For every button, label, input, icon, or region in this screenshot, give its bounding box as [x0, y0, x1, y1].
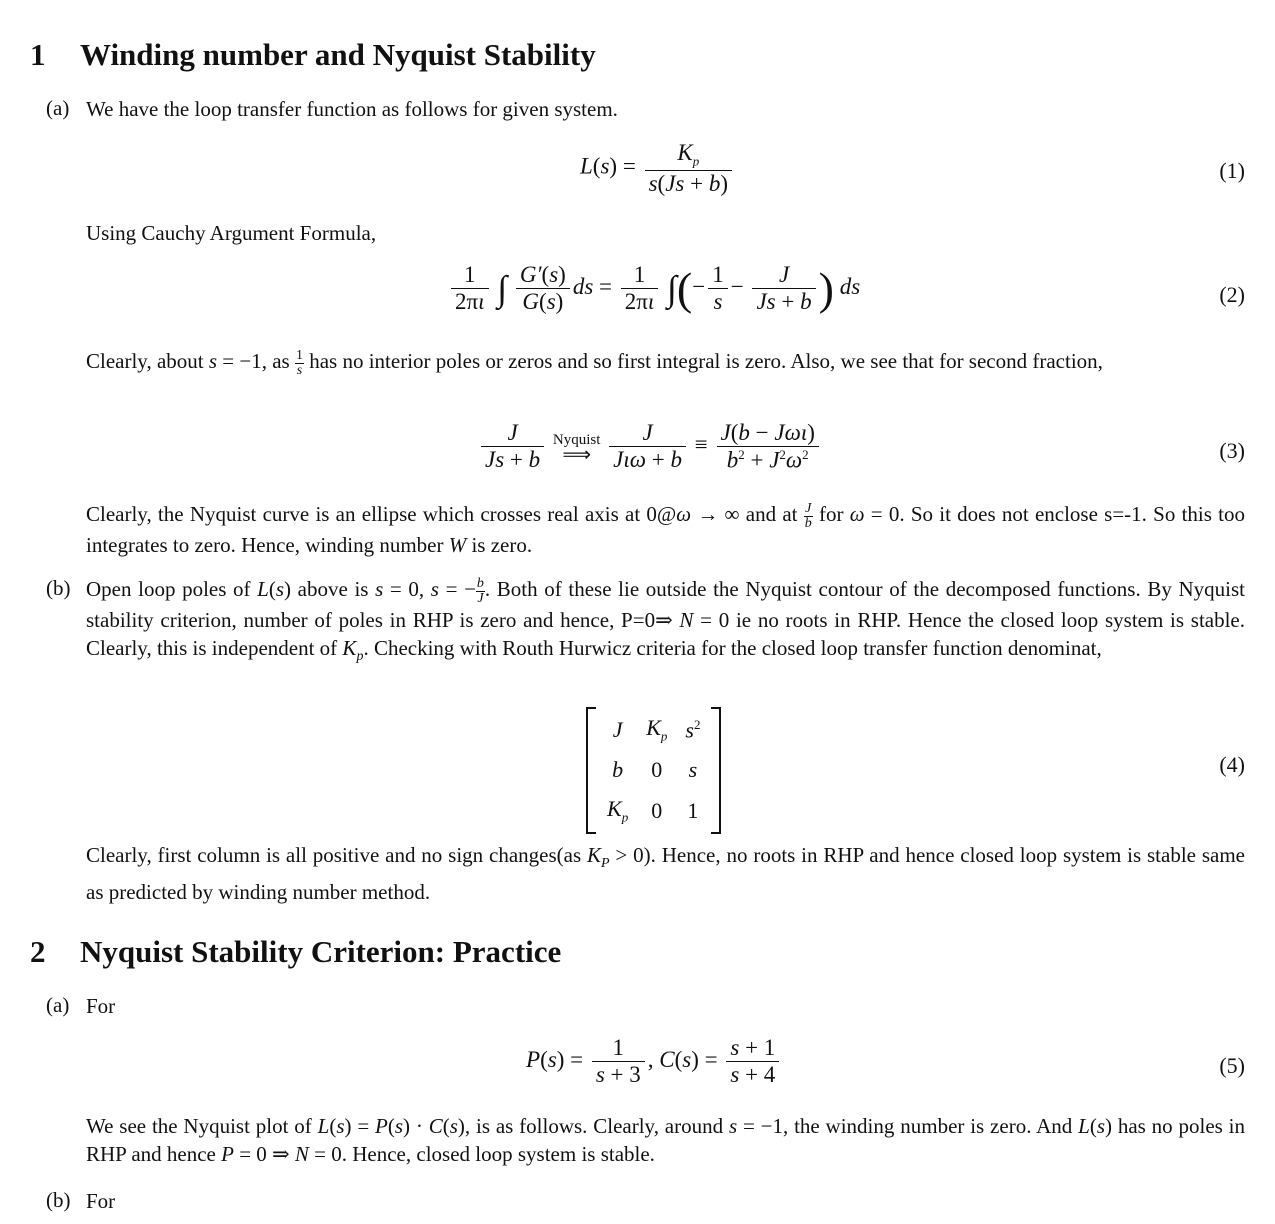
paragraph-2a-result: We see the Nyquist plot of L(s) = P(s) · C(s), is as follows. Clearly, around s = −1, the winding number is zero. And L(s) has no poles in RHP and hence P = 0 ⇒ N = 0. Hence, closed loop system is stable. — [86, 1114, 1245, 1166]
paragraph-clearly-1: Clearly, about s = −1, as $\frac{1}{s}$ has no interior poles or zeros and so first integral is zero. Also, we see that for second fraction, — [86, 348, 1103, 378]
routh-matrix: J $K_p$ $s^2$ b 0 s $K_p$ 0 1 — [586, 707, 721, 838]
nyquist-arrow-label: Nyquist — [552, 431, 601, 448]
paragraph-1b: Open loop poles of L(s) above is s = 0, s = − $\frac{b}{J}$ . Both of these lie outside the Nyquist contour of the decomposed functions. By Nyquist stability criterion, number of poles in RHP is zero and hence, P=0⇒ N = 0 ie no roots in RHP. Hence the closed loop system is stable. Clearly, this is independent of $K_p$. Checking with Routh Hurwicz criteria for the closed loop transfer function denominat, — [86, 576, 1245, 665]
paragraph-clearly-2: Clearly, the Nyquist curve is an ellipse which crosses real axis at 0@ω → ∞ and at $\frac{J}{b}$ for ω = 0. So it does not enclose s=-1. So this too integrates to zero. Hence, winding number W is zero. — [86, 501, 1245, 557]
item-label-1a: (a) — [46, 96, 70, 120]
section-2-number: 2 — [30, 934, 46, 969]
paragraph-2a-for: For — [86, 994, 116, 1018]
section-1-number: 1 — [30, 37, 46, 72]
equation-number-2: (2) — [1219, 282, 1245, 307]
section-1-title: Winding number and Nyquist Stability — [80, 37, 596, 72]
item-label-2a: (a) — [46, 993, 70, 1017]
equation-number-3: (3) — [1219, 438, 1245, 463]
paragraph-1a-intro: We have the loop transfer function as follows for given system. — [86, 97, 618, 121]
paragraph-cauchy: Using Cauchy Argument Formula, — [86, 221, 377, 245]
equation-number-4: (4) — [1219, 752, 1245, 777]
equation-number-5: (5) — [1219, 1053, 1245, 1078]
paragraph-routh-conclusion: Clearly, first column is all positive and no sign changes(as $K_P > 0$). Hence, no roots in RHP and hence closed loop system is stable same as predicted by winding number method. — [86, 843, 1245, 905]
paragraph-2b-for: For — [86, 1189, 116, 1213]
equation-3: $\frac{J}{Js + b}$ Nyquist ⟹ $\frac{J}{\text{Jιω + b}}$ ≡ $\frac{\text{J(b − Jωι)}}{b^2 + J^2\omega^2}$ — [478, 420, 822, 474]
equation-1: L(s) = $\frac{K_p}{s(Js + b)}$ — [580, 140, 735, 197]
equation-2: $\frac{1}{2\pi\iota}$ ∫ $\frac{G'(s)}{G(s)}$ ds = $\frac{1}{2\pi\iota}$ ∫(− $\frac{1}{s}$ − $\frac{J}{Js + b}$ ) ds — [448, 262, 860, 315]
section-2-title: Nyquist Stability Criterion: Practice — [80, 934, 562, 969]
item-label-2b: (b) — [46, 1188, 71, 1212]
equation-5: P(s) = $\frac{1}{s + 3}$ , C(s) = $\frac{s + 1}{s + 4}$ — [526, 1035, 782, 1088]
equation-number-1: (1) — [1219, 158, 1245, 183]
item-label-1b: (b) — [46, 576, 71, 600]
